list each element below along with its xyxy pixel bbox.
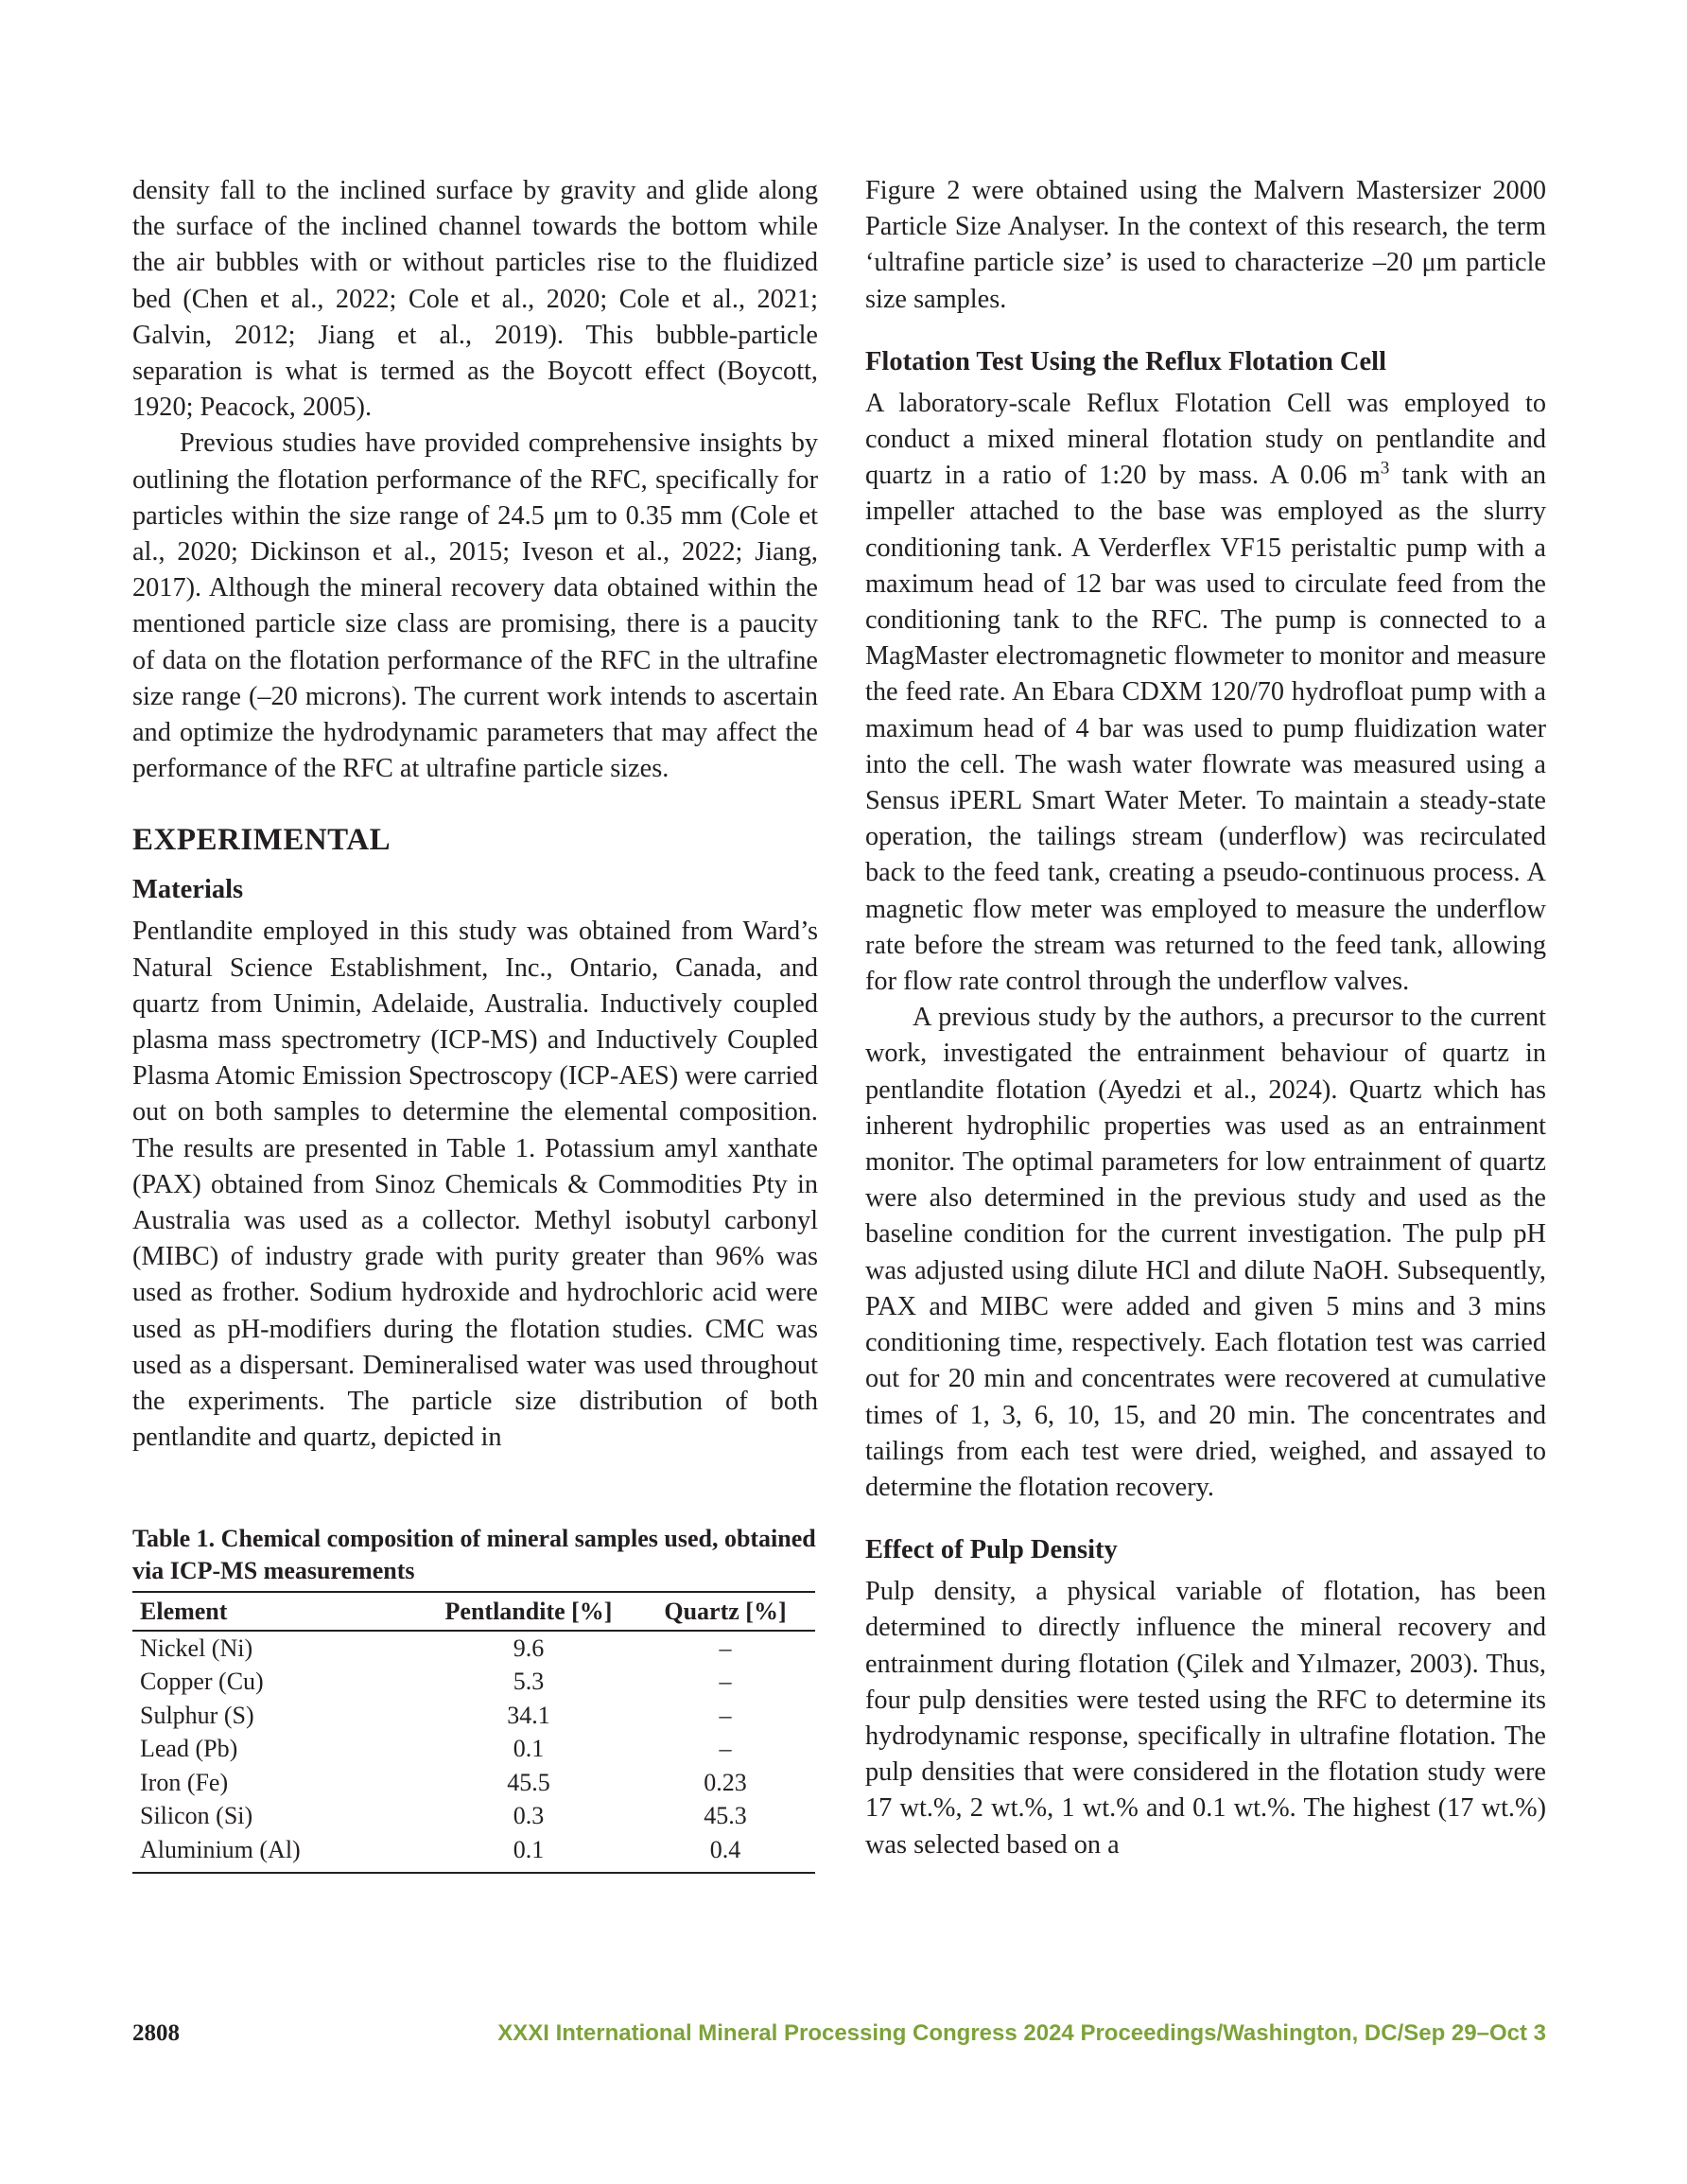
table-row [132,1699,815,1733]
cell-element: Nickel (Ni) [140,1634,253,1662]
cell-element: Lead (Pb) [140,1735,238,1762]
table-header-row [132,1592,815,1631]
cell-quartz: 45.3 [704,1802,747,1829]
header-pentlandite: Pentlandite [%] [422,1592,635,1631]
cell-pentlandite: 5.3 [513,1668,545,1695]
cubic-superscript: 3 [1380,458,1390,479]
cell-quartz: – [719,1701,732,1729]
page-footer [132,2020,1546,2054]
pulp-density-paragraph: Pulp density, a physical variable of flotation, has been determined to directly influence the mineral recovery and entrainment during flotation (Çilek and Yılmazer, 2003). Thus, four pulp densities were tested using the RFC to determine its hydrodynamic response, specifically in ultrafine flotation. The pulp densities that were considered in the flotation study were 17 wt.%, 2 wt.%, 1 wt.% and 0.1 wt.%. The highest (17 wt.%) was selected based on a [865,1577,1546,1860]
flotation-test-text-b: tank with an impeller attached to the base was employed as the slurry conditioning tank. A Verderflex VF15 peristaltic pump with a maximum head of 12 bar was used to circulate feed from the conditioning tank to the RFC. The pump is connected to a MagMaster electromagnetic flowmeter to monitor and measure the feed rate. An Ebara CDXM 120/70 hydrofloat pump with a maximum head of 4 bar was used to pump fluidization water into the cell. The wash water flowrate was measured using a Sensus iPERL Smart Water Meter. To maintain a steady-state operation, the tailings stream (underflow) was recirculated back to the feed tank, creating a pseudo-continuous process. A magnetic flow meter was employed to measure the underflow rate before the stream was returned to the feed tank, allowing for flow rate control through the underflow valves. [865,461,1546,997]
cell-quartz: – [719,1735,732,1762]
cell-element: Iron (Fe) [140,1768,229,1796]
previous-studies-paragraph: Previous studies have provided comprehensive insights by outlining the flotation performance of the RFC, specifically for particles within the size range of 24.5 μm to 0.35 mm (Cole et al., 2020; Dickinson et al., 2015; Iveson et al., 2022; Jiang, 2017). Although the mineral recovery data obtained within the mentioned particle size class are promising, there is a paucity of data on the flotation performance of the RFC in the ultrafine size range (–20 microns). The current work intends to ascertain and optimize the hydrodynamic parameters that may affect the performance of the RFC at ultrafine particle sizes. [132,428,818,784]
cell-quartz: – [719,1668,732,1695]
cell-element: Aluminium (Al) [140,1835,301,1863]
particle-size-paragraph: Figure 2 were obtained using the Malvern Mastersizer 2000 Particle Size Analyser. In the context of this research, the term ‘ultrafine particle size’ is used to characterize –20 μm particle size samples. [865,176,1546,314]
running-footer-title: XXXI International Mineral Processing Congress 2024 Proceedings/Washington, DC/Sep 29–Oct 3 [497,2020,1546,2046]
table-1 [132,1523,818,1875]
left-column [132,173,818,1874]
cell-element: Copper (Cu) [140,1668,264,1695]
flotation-test-heading: Flotation Test Using the Reflux Flotation Cell [865,346,1387,376]
materials-paragraph: Pentlandite employed in this study was obtained from Ward’s Natural Science Establishment, Inc., Ontario, Canada, and quartz from Unimin, Adelaide, Australia. Inductively coupled plasma mass spectrometry (ICP-MS) and Inductively Coupled Plasma Atomic Emission Spectroscopy (ICP-AES) were carried out on both samples to determine the elemental composition. The results are presented in Table 1. Potassium amyl xanthate (PAX) obtained from Sinoz Chemicals & Commodities Pty in Australia was used as a collector. Methyl isobutyl carbonyl (MIBC) of industry grade with purity greater than 96% was used as frother. Sodium hydroxide and hydrochloric acid were used as pH-modifiers during the flotation studies. CMC was used as a dispersant. Demineralised water was used throughout the experiments. The particle size distribution of both pentlandite and quartz, depicted in [132,917,818,1453]
table-row [132,1631,815,1666]
cell-pentlandite: 45.5 [507,1768,550,1796]
table-row [132,1732,815,1766]
table-row [132,1766,815,1800]
cell-pentlandite: 0.3 [513,1802,545,1829]
table-caption: Table 1. Chemical composition of mineral samples used, obtained via ICP-MS measurements [132,1524,816,1584]
header-quartz: Quartz [%] [635,1592,815,1631]
flotation-test-text-a: A laboratory-scale Reflux Flotation Cell was employed to conduct a mixed mineral flotation study on pentlandite and quartz in a ratio of 1:20 by mass. A 0.06 m [865,388,1546,491]
table-row [132,1799,815,1833]
cell-pentlandite: 0.1 [513,1735,545,1762]
right-column [865,173,1546,1863]
pulp-density-heading: Effect of Pulp Density [865,1535,1118,1565]
previous-study-paragraph: A previous study by the authors, a precursor to the current work, investigated the entrainment behaviour of quartz in pentlandite flotation (Ayedzi et al., 2024). Quartz which has inherent hydrophilic properties was used as an entrainment monitor. The optimal parameters for low entrainment of quartz were also determined in the previous study and used as the baseline condition for the current investigation. The pulp pH was adjusted using dilute HCl and dilute NaOH. Subsequently, PAX and MIBC were added and given 5 mins and 3 mins conditioning time, respectively. Each flotation test was carried out for 20 min and concentrates were recovered at cumulative times of 1, 3, 6, 10, 15, and 20 min. The concentrates and tailings from each test were dried, weighed, and assayed to determine the flotation recovery. [865,1003,1546,1502]
table-row [132,1833,815,1874]
cell-pentlandite: 9.6 [513,1634,545,1662]
cell-element: Sulphur (S) [140,1701,254,1729]
intro-continuation-paragraph: density fall to the inclined surface by gravity and glide along the surface of the inclined channel towards the bottom while the air bubbles with or without particles rise to the fluidized bed (Chen et al., 2022; Cole et al., 2020; Cole et al., 2021; Galvin, 2012; Jiang et al., 2019). This bubble-particle separation is what is termed as the Boycott effect (Boycott, 1920; Peacock, 2005). [132,176,818,423]
experimental-heading: EXPERIMENTAL [132,823,391,858]
cell-quartz: 0.23 [704,1768,747,1796]
cell-quartz: 0.4 [709,1835,741,1863]
header-element: Element [132,1592,422,1631]
materials-heading: Materials [132,875,244,905]
flotation-test-paragraph [865,386,1546,1000]
cell-pentlandite: 0.1 [513,1835,545,1863]
chemical-composition-table [132,1591,815,1875]
cell-pentlandite: 34.1 [507,1701,550,1729]
cell-quartz: – [719,1634,732,1662]
page-number: 2808 [132,2020,180,2046]
cell-element: Silicon (Si) [140,1802,253,1829]
table-row [132,1665,815,1699]
